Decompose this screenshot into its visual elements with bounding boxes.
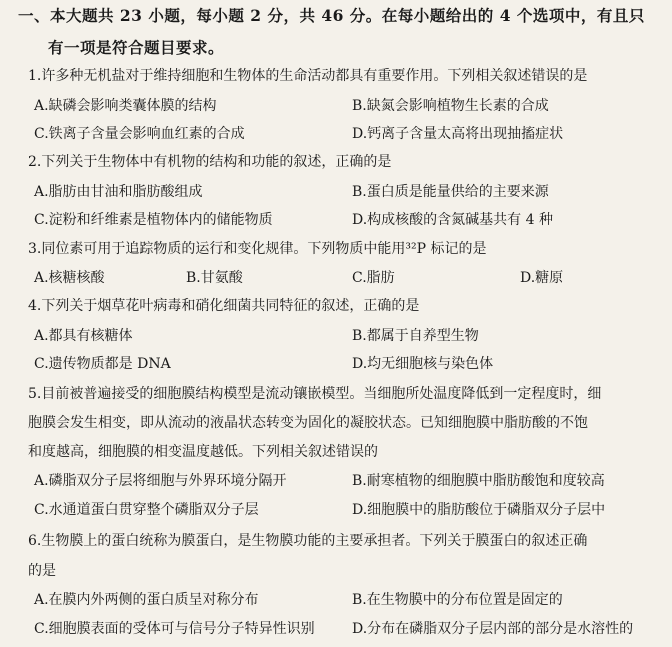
question-6-option-a: A.在膜内外两侧的蛋白质呈对称分布 (34, 592, 259, 608)
question-2-option-a: A.脂肪由甘油和脂肪酸组成 (34, 184, 203, 200)
question-6-option-d: D.分布在磷脂双分子层内部的部分是水溶性的 (352, 621, 634, 637)
question-4-stem: 4.下列关于烟草花叶病毒和硝化细菌共同特征的叙述，正确的是 (28, 298, 420, 314)
question-2-option-b: B.蛋白质是能量供给的主要来源 (352, 184, 549, 200)
question-5-option-a: A.磷脂双分子层将细胞与外界环境分隔开 (34, 473, 287, 489)
question-4-option-d: D.均无细胞核与染色体 (352, 356, 494, 372)
question-1-option-a: A.缺磷会影响类囊体膜的结构 (34, 98, 217, 114)
question-5-stem-line3: 和度越高，细胞膜的相变温度越低。下列相关叙述错误的 (28, 444, 378, 460)
question-6-stem-line2: 的是 (28, 563, 56, 579)
question-4-option-b: B.都属于自养型生物 (352, 328, 479, 344)
question-3-stem: 3.同位素可用于追踪物质的运行和变化规律。下列物质中能用³²P 标记的是 (28, 241, 487, 257)
section-header-line2: 有一项是符合题目要求。 (48, 38, 225, 57)
question-5-option-c: C.水通道蛋白贯穿整个磷脂双分子层 (34, 502, 259, 518)
question-3-option-a: A.核糖核酸 (34, 270, 105, 286)
question-5-stem-line1: 5.目前被普遍接受的细胞膜结构模型是流动镶嵌模型。当细胞所处温度降低到一定程度时，细 (28, 386, 602, 402)
question-3-option-c: C.脂肪 (352, 270, 395, 286)
question-2-option-c: C.淀粉和纤维素是植物体内的储能物质 (34, 212, 273, 228)
question-5-option-b: B.耐寒植物的细胞膜中脂肪酸饱和度较高 (352, 473, 605, 489)
question-1-option-d: D.钙离子含量太高将出现抽搐症状 (352, 126, 564, 142)
question-4-option-a: A.都具有核糖体 (34, 328, 133, 344)
question-5-stem-line2: 胞膜会发生相变，即从流动的液晶状态转变为固化的凝胶状态。已知细胞膜中脂肪酸的不饱 (28, 415, 588, 431)
section-header-line1: 一、本大题共 23 小题，每小题 2 分，共 46 分。在每小题给出的 4 个选项中，有且只 (18, 6, 645, 25)
question-1-option-c: C.铁离子含量会影响血红素的合成 (34, 126, 245, 142)
question-1-stem: 1.许多种无机盐对于维持细胞和生物体的生命活动都具有重要作用。下列相关叙述错误的是 (28, 68, 588, 84)
question-2-option-d: D.构成核酸的含氮碱基共有 4 种 (352, 212, 553, 228)
question-6-stem-line1: 6.生物膜上的蛋白统称为膜蛋白，是生物膜功能的主要承担者。下列关于膜蛋白的叙述正确 (28, 533, 588, 549)
question-1-option-b: B.缺氮会影响植物生长素的合成 (352, 98, 549, 114)
question-3-option-d: D.糖原 (520, 270, 564, 286)
question-6-option-c: C.细胞膜表面的受体可与信号分子特异性识别 (34, 621, 315, 637)
question-4-option-c: C.遗传物质都是 DNA (34, 356, 171, 372)
question-3-option-b: B.甘氨酸 (186, 270, 243, 286)
question-5-option-d: D.细胞膜中的脂肪酸位于磷脂双分子层中 (352, 502, 606, 518)
question-6-option-b: B.在生物膜中的分布位置是固定的 (352, 592, 563, 608)
question-2-stem: 2.下列关于生物体中有机物的结构和功能的叙述，正确的是 (28, 154, 392, 170)
